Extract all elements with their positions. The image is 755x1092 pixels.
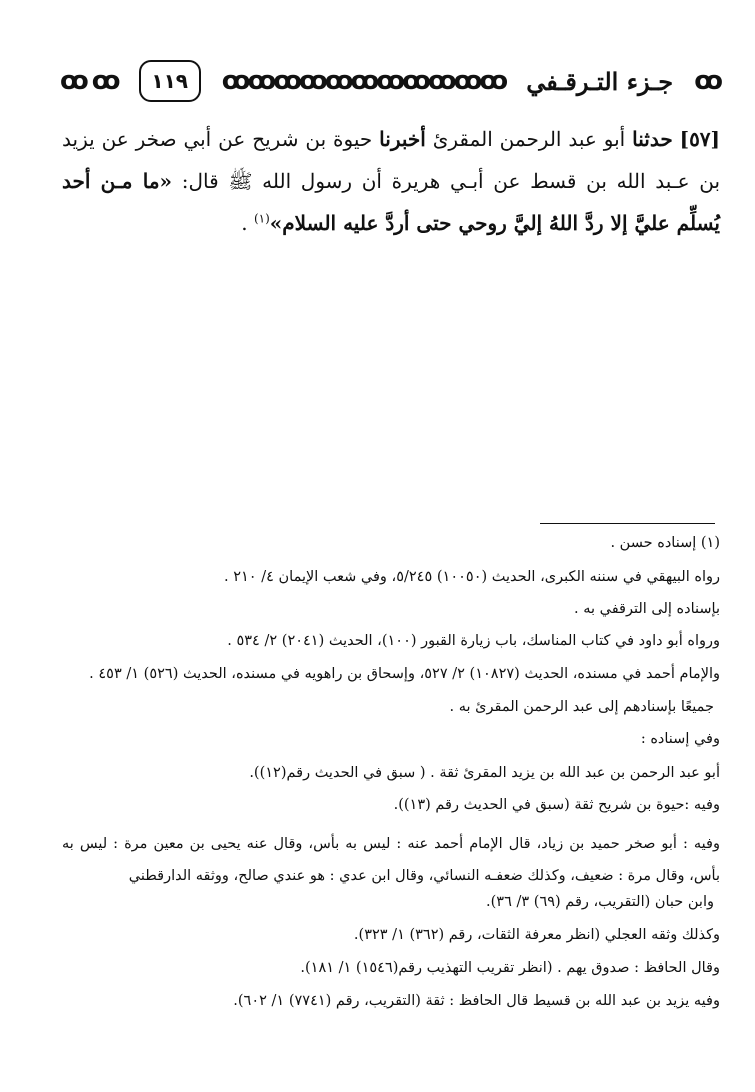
footnote-separator [540, 523, 715, 524]
footnote-line: وكذلك وثقه العجلي (انظر معرفة الثقات، رقم (٣٦٢) ١/ ٣٢٣). [353, 927, 720, 943]
page-header [60, 58, 720, 104]
ornament-left: ꝏ ꝏ [60, 66, 118, 96]
hadith-matn: «ما مـن أحد يُسلِّم عليَّ إلا ردَّ اللهُ إليَّ روحي حتى أردَّ عليه السلام» [62, 169, 720, 235]
footnote-line: وقال الحافظ : صدوق يهم . (انظر تقريب التهذيب رقم(١٥٤٦) ١/ ١٨١). [300, 960, 720, 976]
footnote-line: وفيه :حيوة بن شريح ثقة (سبق في الحديث رقم (١٣)). [393, 797, 720, 813]
isnad-akhbarana: أخبرنا [379, 127, 426, 151]
footnote-line: أبو عبد الرحمن بن عبد الله بن يزيد المقرئ ثقة . ( سبق في الحديث رقم(١٢)). [249, 765, 720, 781]
footnote-line: وفيه يزيد بن عبد الله بن قسيط قال الحافظ : ثقة (التقريب، رقم (٧٧٤١) ١/ ٦٠٢). [233, 993, 720, 1009]
footnote-line: وفي إسناده : [640, 731, 720, 747]
footnote-line: (١) إسناده حسن . [610, 535, 720, 551]
end-mark: . [241, 211, 248, 235]
footnote-line: والإمام أحمد في مسنده، الحديث (١٠٨٢٧) ٢/ ٥٢٧، وإسحاق بن راهويه في مسنده، الحديث (٥٢٦) ١/ ٤٥٣ . [89, 666, 720, 682]
isnad-haddathana: حدثنا [632, 127, 673, 151]
footnote-line: بإسناده إلى الترقفي به . [573, 601, 720, 617]
footnote-line: وفيه : أبو صخر حميد بن زياد، قال الإمام أحمد عنه : ليس به بأس، وقال عنه يحيى بن معين مرة : ليس به بأس، وقال مرة : ضعيف، وكذلك ضعفـه النسائي، وقال ابن عدي : هو عندي صالح، ووثقه الدارقطني [62, 836, 720, 884]
footnote-line: ورواه أبو داود في كتاب المناسك، باب زيارة القبور (١٠٠)، الحديث (٢٠٤١) ٢/ ٥٣٤ . [227, 633, 720, 649]
footnote-line: وابن حبان (التقريب، رقم (٦٩) ٣/ ٣٦). [486, 894, 714, 910]
footnote-ref: (١) [253, 211, 270, 226]
footnote-line: جميعًا بإسنادهم إلى عبد الرحمن المقرئ به . [449, 699, 714, 715]
ornament-right: ꝏ [694, 66, 720, 96]
running-title: جـزء التـرقـفي [526, 66, 674, 96]
ornament-band: ꝏꝏꝏꝏꝏꝏꝏꝏꝏꝏꝏ [221, 66, 506, 96]
hadith-number: [٥٧] [679, 127, 721, 151]
isnad-narrator: أبو عبد الرحمن المقرئ [432, 127, 626, 151]
page-number: ١١٩ [139, 60, 201, 102]
hadith-text [62, 118, 720, 244]
footnote-line: رواه البيهقي في سننه الكبرى، الحديث (١٠٠٥٠) ٥/٢٤٥، وفي شعب الإيمان ٤/ ٢١٠ . [224, 569, 720, 585]
isnad-chain: حيوة بن شريح عن أبي صخر عن يزيد بن عـبد الله بن قسط عن أبـي هريرة أن رسول الله ﷺ قال: [62, 127, 721, 193]
